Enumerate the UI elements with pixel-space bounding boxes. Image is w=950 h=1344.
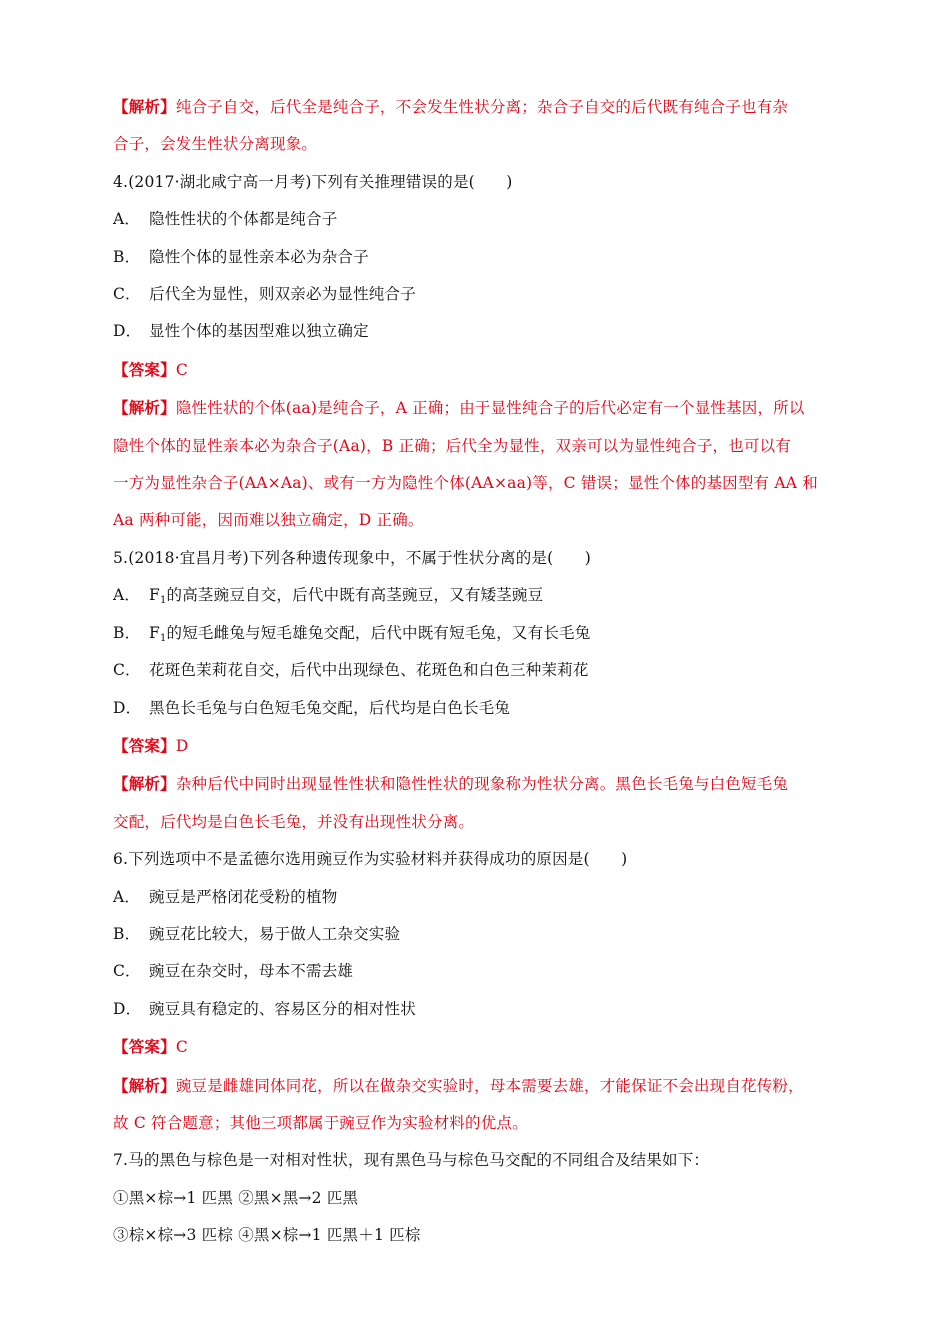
answer-value: C xyxy=(175,360,188,379)
option-text: 的高茎豌豆自交，后代中既有高茎豌豆，又有矮茎豌豆 xyxy=(166,586,544,605)
option-letter: C． xyxy=(113,962,141,981)
answer-value: C xyxy=(175,1038,188,1057)
answer-label: 【答案】 xyxy=(113,359,176,379)
analysis-text: 纯合子自交，后代全是纯合子，不会发生性状分离；杂合子自交的后代既有纯合子也有杂 xyxy=(175,98,789,116)
option-text: 豌豆花比较大，易于做人工杂交实验 xyxy=(149,924,401,943)
analysis-text: 故 C 符合题意；其他三项都属于豌豆作为实验材料的优点。 xyxy=(113,1113,528,1132)
option-text: 豌豆在杂交时，母本不需去雄 xyxy=(149,962,354,981)
answer-value: D xyxy=(175,736,189,755)
option-text: 的短毛雌兔与短毛雄兔交配，后代中既有短毛兔，又有长毛兔 xyxy=(166,623,591,642)
option-item xyxy=(113,652,843,689)
answer-label: 【答案】 xyxy=(113,1037,176,1057)
option-item xyxy=(113,239,843,276)
option-prefix: F xyxy=(149,623,160,642)
question-stem: 7.马的黑色与棕色是一对相对性状，现有黑色马与棕色马交配的不同组合及结果如下： xyxy=(113,1151,710,1170)
analysis-line xyxy=(113,502,843,539)
option-item xyxy=(113,615,843,652)
question-stem: 6.下列选项中不是孟德尔选用豌豆作为实验材料并获得成功的原因是( ) xyxy=(113,850,628,869)
question-stem: 5.(2018·宜昌月考)下列各种遗传现象中，不属于性状分离的是( ) xyxy=(113,548,592,567)
analysis-line xyxy=(113,465,843,502)
analysis-line xyxy=(113,1067,843,1105)
document-page xyxy=(113,88,843,1255)
analysis-line xyxy=(113,765,843,803)
text-line: ①黑×棕→1 匹黑 ②黑×黑→2 匹黑 xyxy=(113,1188,359,1207)
option-letter: A． xyxy=(113,210,141,229)
option-subscript: 1 xyxy=(159,632,167,644)
analysis-line xyxy=(113,389,843,427)
analysis-text: 隐性性状的个体(aa)是纯合子，A 正确；由于显性纯合子的后代必定有一个显性基因，所以 xyxy=(175,399,805,418)
analysis-text: 豌豆是雌雄同体同花，所以在做杂交实验时，母本需要去雄，才能保证不会出现自花传粉， xyxy=(175,1076,804,1095)
analysis-text: 隐性个体的显性亲本必为杂合子(Aa)，B 正确；后代全为显性，双亲可以为显性纯合子，也可以有 xyxy=(113,436,792,455)
analysis-text: 杂种后代中同时出现显性性状和隐性性状的现象称为性状分离。黑色长毛兔与白色短毛兔 xyxy=(175,775,789,794)
option-item xyxy=(113,953,843,990)
option-item xyxy=(113,201,843,238)
option-text: 花斑色茉莉花自交，后代中出现绿色、花斑色和白色三种茉莉花 xyxy=(149,661,589,680)
option-text: 显性个体的基因型难以独立确定 xyxy=(149,322,369,341)
option-text: 黑色长毛兔与白色短毛兔交配，后代均是白色长毛兔 xyxy=(149,698,511,717)
analysis-text: Aa 两种可能，因而难以独立确定，D 正确。 xyxy=(113,511,424,530)
analysis-label: 【解析】 xyxy=(113,1075,176,1095)
analysis-label: 【解析】 xyxy=(113,774,176,794)
option-letter: D． xyxy=(113,698,142,717)
text-line: ③棕×棕→3 匹棕 ④黑×棕→1 匹黑＋1 匹棕 xyxy=(113,1226,421,1245)
answer-line xyxy=(113,351,843,389)
option-text: 豌豆具有稳定的、容易区分的相对性状 xyxy=(149,999,416,1018)
option-subscript: 1 xyxy=(159,595,167,607)
option-prefix: F xyxy=(149,586,160,605)
option-letter: D． xyxy=(113,322,142,341)
question-stem: 4.(2017·湖北咸宁高一月考)下列有关推理错误的是( ) xyxy=(113,172,513,191)
analysis-text: 合子，会发生性状分离现象。 xyxy=(113,135,318,154)
analysis-line xyxy=(113,428,843,465)
option-text: 后代全为显性，则双亲必为显性纯合子 xyxy=(149,285,416,304)
option-item xyxy=(113,991,843,1028)
analysis-text: 交配，后代均是白色长毛兔，并没有出现性状分离。 xyxy=(113,812,475,831)
analysis-line xyxy=(113,126,843,163)
option-item xyxy=(113,916,843,953)
option-item xyxy=(113,690,843,727)
option-letter: A． xyxy=(113,887,141,906)
analysis-label: 【解析】 xyxy=(113,398,176,418)
option-text: 隐性个体的显性亲本必为杂合子 xyxy=(149,247,369,266)
answer-label: 【答案】 xyxy=(113,735,176,755)
analysis-text: 一方为显性杂合子(AA×Aa)、或有一方为隐性个体(AA×aa)等，C 错误；显性个体的基因型有 AA 和 xyxy=(113,474,818,493)
option-item xyxy=(113,313,843,350)
answer-line xyxy=(113,1028,843,1066)
answer-line xyxy=(113,727,843,765)
option-text: 豌豆是严格闭花受粉的植物 xyxy=(149,887,338,906)
option-item xyxy=(113,276,843,313)
option-text: 隐性性状的个体都是纯合子 xyxy=(149,210,338,229)
option-letter: B． xyxy=(113,247,141,266)
option-letter: C． xyxy=(113,285,141,304)
option-letter: C． xyxy=(113,661,141,680)
analysis-line xyxy=(113,88,843,126)
option-letter: A． xyxy=(113,586,141,605)
option-item xyxy=(113,577,843,614)
option-letter: B． xyxy=(113,623,141,642)
option-item xyxy=(113,879,843,916)
analysis-label: 【解析】 xyxy=(113,97,176,116)
option-letter: D． xyxy=(113,999,142,1018)
analysis-line xyxy=(113,1105,843,1142)
analysis-line xyxy=(113,804,843,841)
option-letter: B． xyxy=(113,924,141,943)
